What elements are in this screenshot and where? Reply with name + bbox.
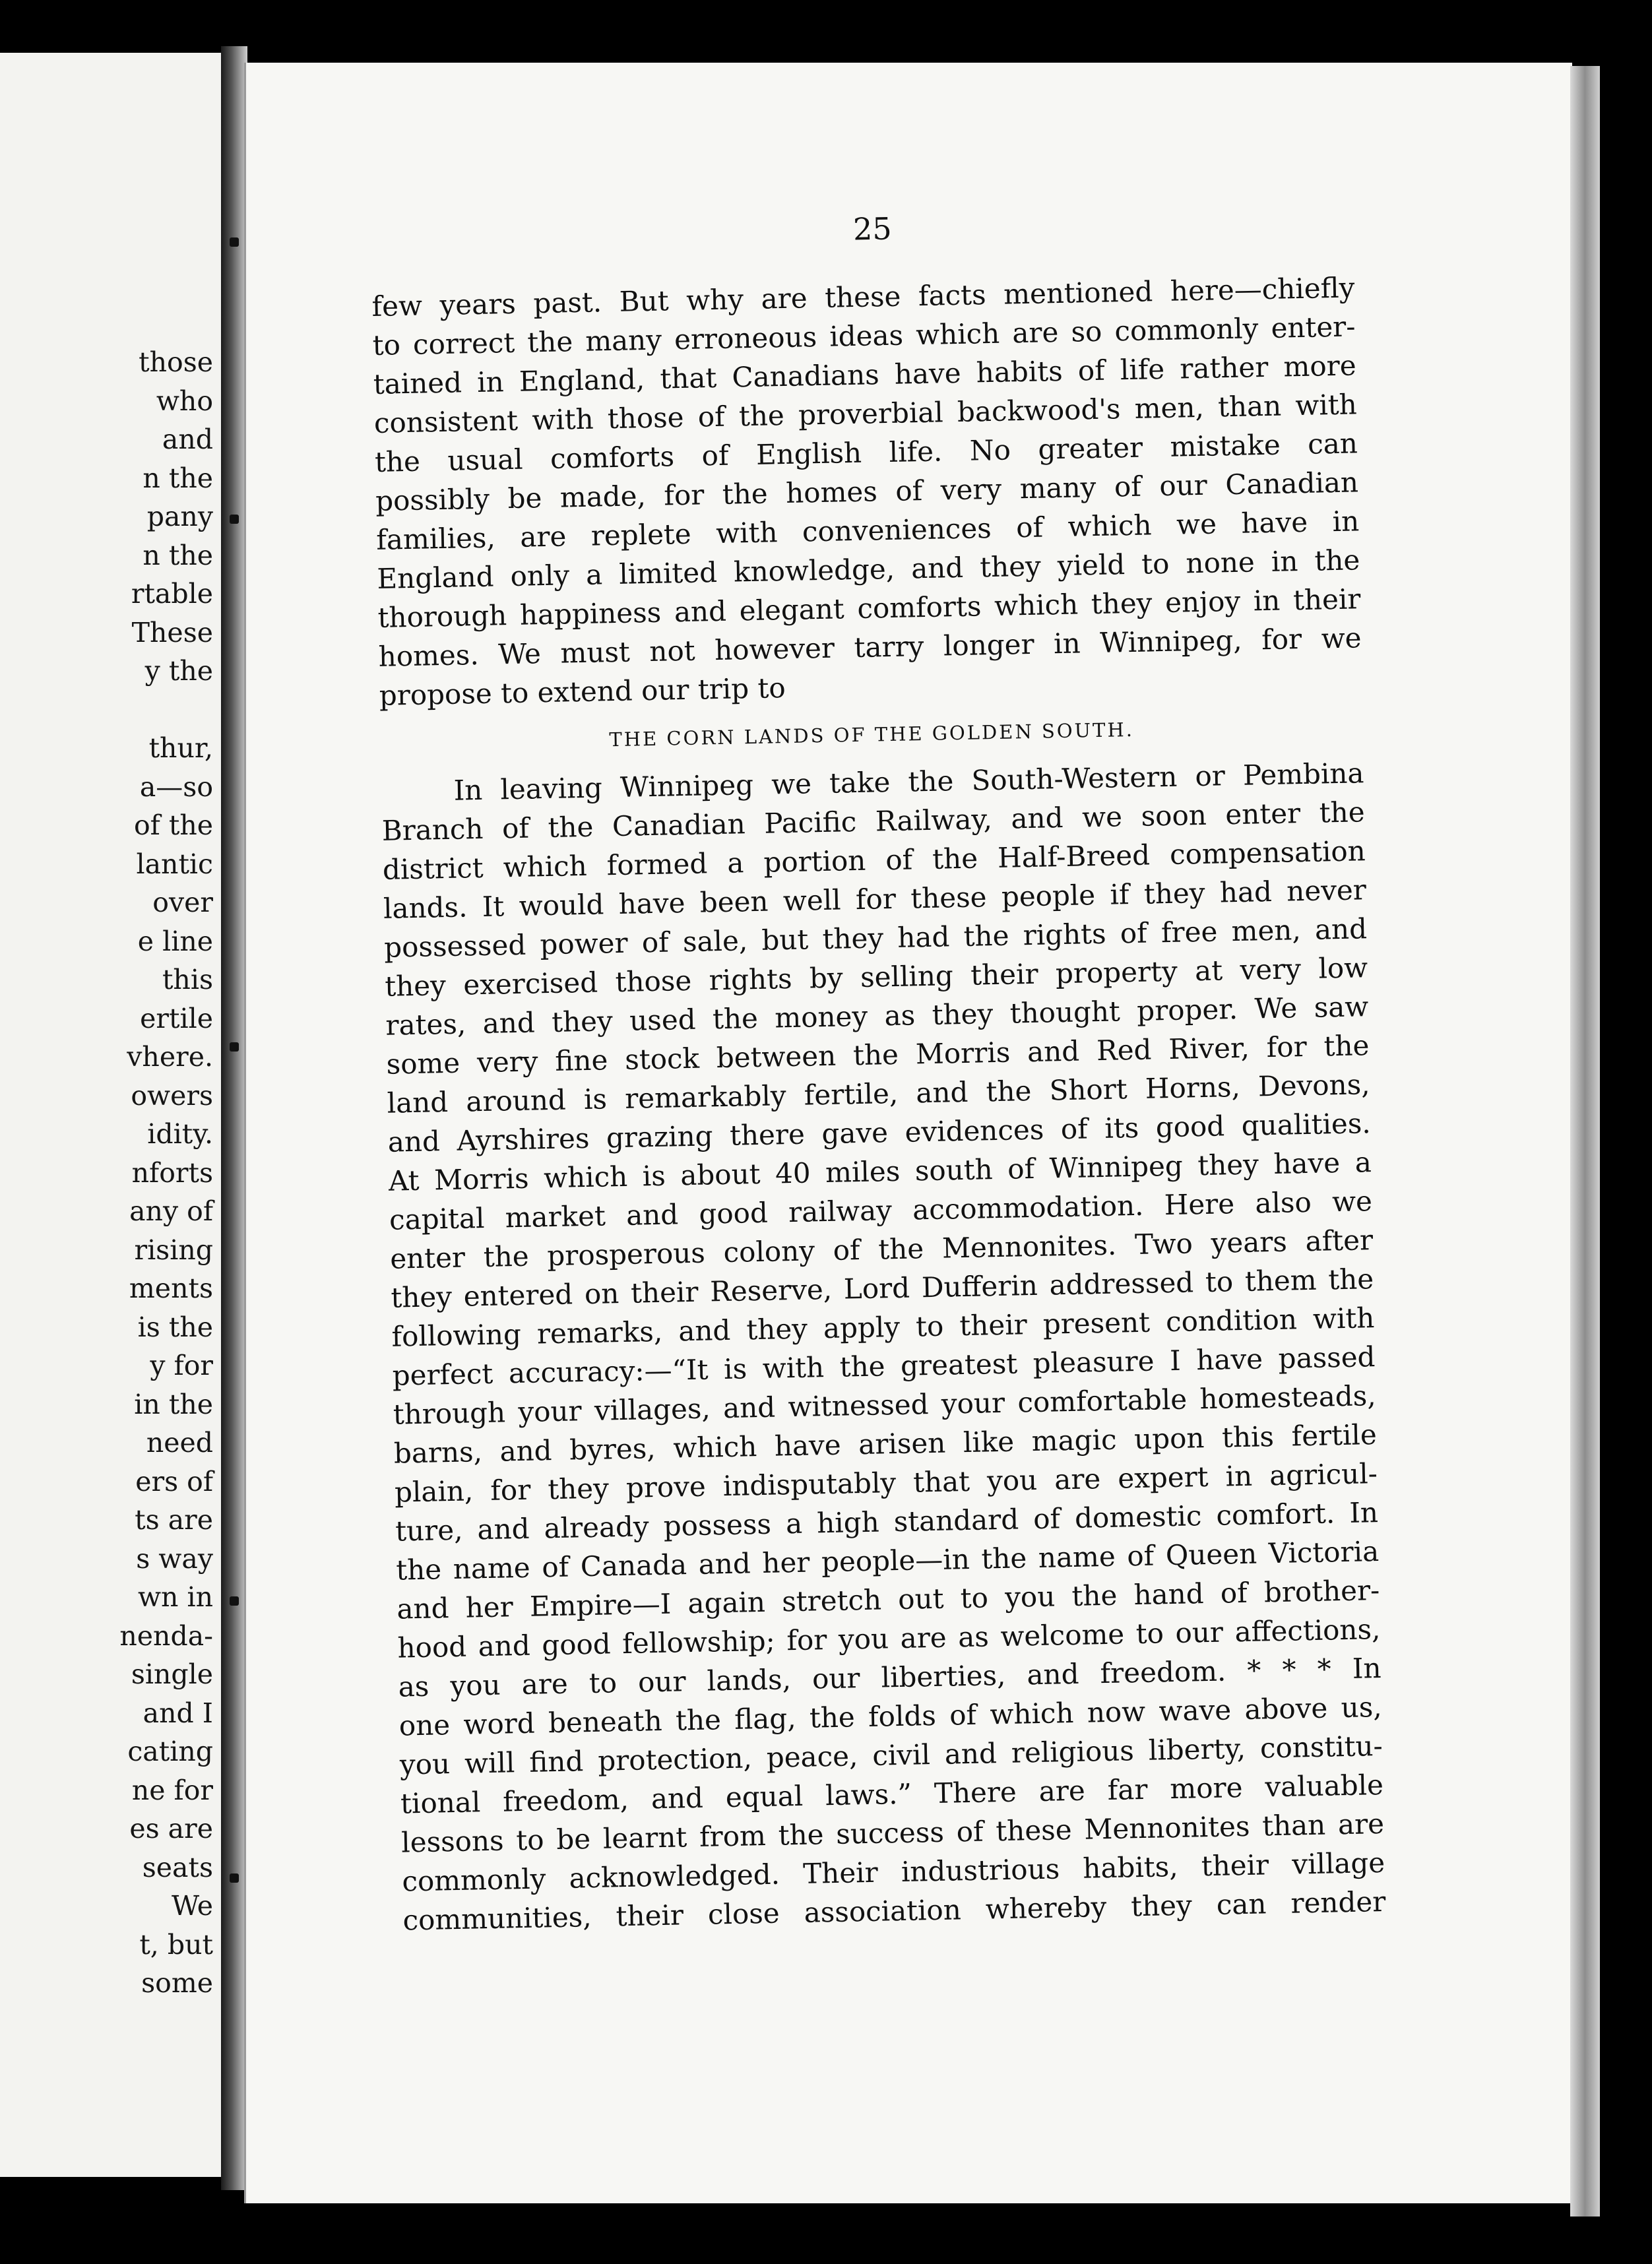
previous-page-line: is the <box>137 1311 213 1343</box>
previous-page-line: rising <box>134 1234 213 1266</box>
text-line: hood and good fellowship; for you are as welcome to our affections, <box>397 1613 1381 1664</box>
previous-page-line: of the <box>133 809 213 841</box>
text-line: Branch of the Canadian Pacific Railway, and we soon enter the <box>381 796 1366 847</box>
text-line: some very fine stock between the Morris and Red River, for the <box>386 1029 1370 1081</box>
previous-page-line: thur, <box>148 732 213 764</box>
text-line: possessed power of sale, but they had the rights of free men, and <box>383 912 1368 964</box>
text-line: consistent with those of the proverbial backwood's men, than with <box>373 388 1358 439</box>
text-line: as you are to our lands, our liberties, and freedom. * * * In <box>398 1652 1382 1703</box>
text-line: England only a limited knowledge, and they yield to none in the <box>377 544 1360 595</box>
previous-page-line: who <box>156 385 213 417</box>
previous-page-line: wn in <box>137 1581 213 1613</box>
previous-page-line: We <box>171 1890 213 1922</box>
previous-page-fragment <box>0 53 221 2177</box>
previous-page-line: cating <box>127 1736 213 1767</box>
previous-page-line: idity. <box>147 1118 213 1150</box>
previous-page-line: any of <box>129 1195 213 1227</box>
previous-page-line: some <box>141 1967 213 1999</box>
paragraph-continued <box>371 268 1362 714</box>
previous-page-line: this <box>162 964 213 995</box>
text-line: plain, for they prove indisputably that you are expert in agricul- <box>394 1457 1378 1509</box>
previous-page-line: single <box>131 1658 213 1690</box>
previous-page-line: ments <box>129 1273 213 1304</box>
text-line: ture, and already possess a high standard of domestic comfort. In <box>395 1496 1379 1548</box>
text-line: to correct the many erroneous ideas which are so commonly enter- <box>372 310 1356 362</box>
previous-page-line: y the <box>144 655 213 687</box>
previous-page-line: seats <box>142 1851 213 1883</box>
text-line: homes. We must not however tarry longer in Winnipeg, for we <box>378 621 1362 673</box>
previous-page-text <box>119 343 213 2003</box>
text-line: capital market and good railway accommodation. Here also we <box>389 1185 1373 1236</box>
text-line: rates, and they used the money as they thought proper. We saw <box>385 990 1369 1042</box>
previous-page-line <box>119 691 213 730</box>
previous-page-line: owers <box>131 1079 213 1112</box>
section-heading: THE CORN LANDS OF THE GOLDEN SOUTH. <box>609 718 1135 751</box>
previous-page-line: pany <box>146 501 213 532</box>
previous-page-line: a—so <box>139 770 213 803</box>
previous-page-line: and <box>162 424 213 455</box>
text-line: tional freedom, and equal laws.” There are far more valuable <box>400 1768 1384 1820</box>
previous-page-line: and I <box>143 1697 213 1729</box>
binding-thread-mark <box>230 237 239 247</box>
text-line: few years past. But why are these facts mentioned here—chiefly <box>371 271 1355 323</box>
page-body <box>371 268 1386 1939</box>
text-line: they entered on their Reserve, Lord Dufferin addressed to them the <box>390 1263 1374 1314</box>
text-line: the name of Canada and her people—in the name of Queen Victoria <box>395 1535 1380 1587</box>
text-line: thorough happiness and elegant comforts which they enjoy in their <box>377 582 1361 634</box>
text-line: propose to extend our trip to <box>379 672 786 712</box>
page-stack-edge <box>1570 66 1600 2217</box>
previous-page-line: lantic <box>136 848 213 880</box>
text-line: lands. It would have been well for these people if they had never <box>383 873 1367 925</box>
previous-page-line: nforts <box>131 1156 213 1189</box>
previous-page-line: rtable <box>131 578 213 610</box>
text-line: communities, their close association whereby they can render <box>402 1885 1386 1937</box>
previous-page-line: t, but <box>139 1928 213 1961</box>
previous-page-line: vhere. <box>127 1041 213 1073</box>
text-line: land around is remarkably fertile, and the Short Horns, Devons, <box>387 1068 1370 1119</box>
book-gutter <box>221 46 247 2190</box>
previous-page-line: ne for <box>131 1774 213 1806</box>
binding-thread-mark <box>230 1596 239 1606</box>
text-line: families, are replete with conveniences of which we have in <box>375 505 1360 556</box>
text-line: commonly acknowledged. Their industrious habits, their village <box>401 1846 1385 1898</box>
text-line: you will find protection, peace, civil and religious liberty, constitu- <box>399 1729 1383 1781</box>
text-line: one word beneath the flag, the folds of which now wave above us, <box>398 1690 1383 1742</box>
text-line: enter the prosperous colony of the Mennonites. Two years after <box>389 1224 1374 1275</box>
binding-thread-mark <box>230 515 239 524</box>
text-line: possibly be made, for the homes of very many of our Canadian <box>375 466 1359 517</box>
previous-page-line: nenda- <box>119 1619 213 1652</box>
text-line: district which formed a portion of the Half-Breed compensation <box>382 834 1366 886</box>
previous-page-line: ertile <box>140 1002 213 1034</box>
text-line: the usual comforts of English life. No greater mistake can <box>374 427 1358 478</box>
text-line: perfect accuracy:—“It is with the greatest pleasure I have passed <box>392 1340 1376 1392</box>
previous-page-line: s way <box>136 1542 213 1575</box>
previous-page-line: ers of <box>135 1465 213 1497</box>
previous-page-line: ts are <box>135 1504 213 1536</box>
previous-page-line: n the <box>143 539 213 571</box>
text-line: barns, and byres, which have arisen like magic upon this fertile <box>393 1418 1378 1470</box>
text-line: lessons to be learnt from the success of these Mennonites than are <box>400 1807 1385 1859</box>
previous-page-line: These <box>131 616 213 648</box>
current-page <box>244 63 1572 2203</box>
text-line: At Morris which is about 40 miles south of Winnipeg they have a <box>388 1146 1372 1197</box>
previous-page-line: y for <box>150 1350 213 1381</box>
text-line: following remarks, and they apply to their present condition with <box>391 1302 1375 1353</box>
previous-page-line: es are <box>129 1813 213 1844</box>
binding-thread-mark <box>230 1873 239 1883</box>
text-line: they exercised those rights by selling their property at very low <box>384 951 1368 1003</box>
text-line: and her Empire—I again stretch out to you the hand of brother- <box>397 1574 1380 1625</box>
text-line: In leaving Winnipeg we take the South-Western or Pembina <box>453 757 1364 807</box>
previous-page-line: e line <box>137 925 213 957</box>
binding-thread-mark <box>230 1042 239 1052</box>
previous-page-line: those <box>139 346 213 378</box>
page-number: 25 <box>852 210 893 247</box>
previous-page-line: need <box>146 1427 213 1459</box>
text-line: tained in England, that Canadians have habits of life rather more <box>373 349 1357 400</box>
text-line: through your villages, and witnessed your comfortable homesteads, <box>393 1379 1377 1431</box>
text-line: and Ayrshires grazing there gave evidences of its good qualities. <box>387 1107 1372 1158</box>
previous-page-line: n the <box>143 462 213 494</box>
paragraph-corn-lands <box>381 753 1386 1939</box>
previous-page-line: in the <box>134 1388 213 1420</box>
previous-page-line: over <box>152 887 213 918</box>
